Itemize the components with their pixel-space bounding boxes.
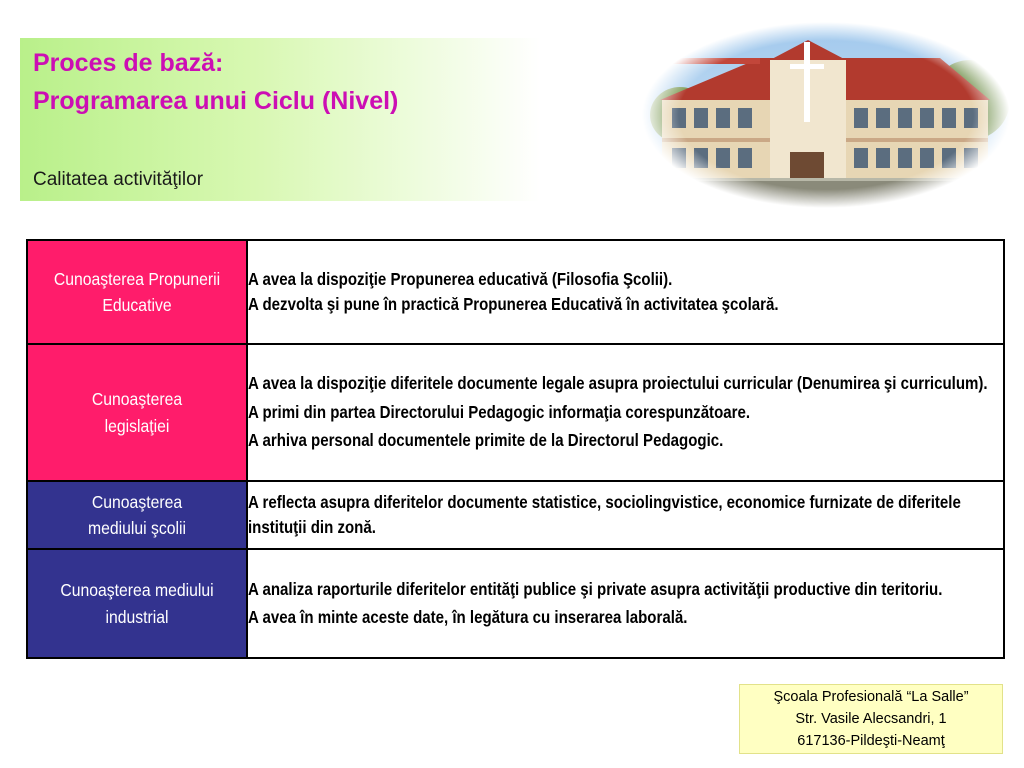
description-item: A avea la dispoziţie diferitele documente legale asupra proiectului curricular (Denumirea şi curriculum). <box>248 373 988 394</box>
category-cell <box>27 481 247 549</box>
category-label: Cunoaşterea legislaţiei <box>91 389 183 436</box>
category-cell <box>27 549 247 658</box>
description-cell <box>247 240 1004 344</box>
title-line-2: Programarea unui Ciclu (Nivel) <box>33 87 399 115</box>
table-row <box>27 344 1004 481</box>
category-label: Cunoaşterea mediului şcolii <box>87 491 187 538</box>
postal-locality: 617136-Pildeşti-Neamţ <box>797 733 945 749</box>
school-address-box <box>739 684 1003 754</box>
activities-table <box>26 239 1005 659</box>
subtitle: Calitatea activităţilor <box>33 169 204 190</box>
description-item: A arhiva personal documentele primite de la Directorul Pedagogic. <box>248 430 724 451</box>
category-label: Cunoaşterea mediului industrial <box>60 580 214 627</box>
title-panel <box>20 38 540 201</box>
description-item: A reflecta asupra diferitelor documente statistice, sociolingvistice, economice furnizate de diferitele instituţii din zonă. <box>248 491 961 537</box>
description-item: A dezvolta şi pune în practică Propunerea Educativă în activitatea şcolară. <box>248 294 779 314</box>
title-line-1: Proces de bază: <box>33 49 224 77</box>
description-item: A analiza raporturile diferitelor entităţi publice şi private asupra activităţii productive din teritoriu. <box>248 578 943 599</box>
description-item: A avea la dispoziţie Propunerea educativă (Filosofia Şcolii). <box>248 268 673 289</box>
school-building-photo <box>640 20 1012 210</box>
school-name: Şcoala Profesională “La Salle” <box>773 689 969 705</box>
description-cell <box>247 344 1004 481</box>
description-item: A primi din partea Directorului Pedagogic informaţia corespunzătoare. <box>248 401 751 422</box>
description-item: A avea în minte aceste date, în legătura cu inserarea laborală. <box>248 607 688 627</box>
table-row <box>27 481 1004 549</box>
table-row <box>27 549 1004 658</box>
category-label: Cunoaşterea Propunerii Educative <box>53 268 221 315</box>
table-row <box>27 240 1004 344</box>
street-address: Str. Vasile Alecsandri, 1 <box>795 711 947 727</box>
category-cell <box>27 344 247 481</box>
category-cell <box>27 240 247 344</box>
description-cell <box>247 549 1004 658</box>
description-cell <box>247 481 1004 549</box>
